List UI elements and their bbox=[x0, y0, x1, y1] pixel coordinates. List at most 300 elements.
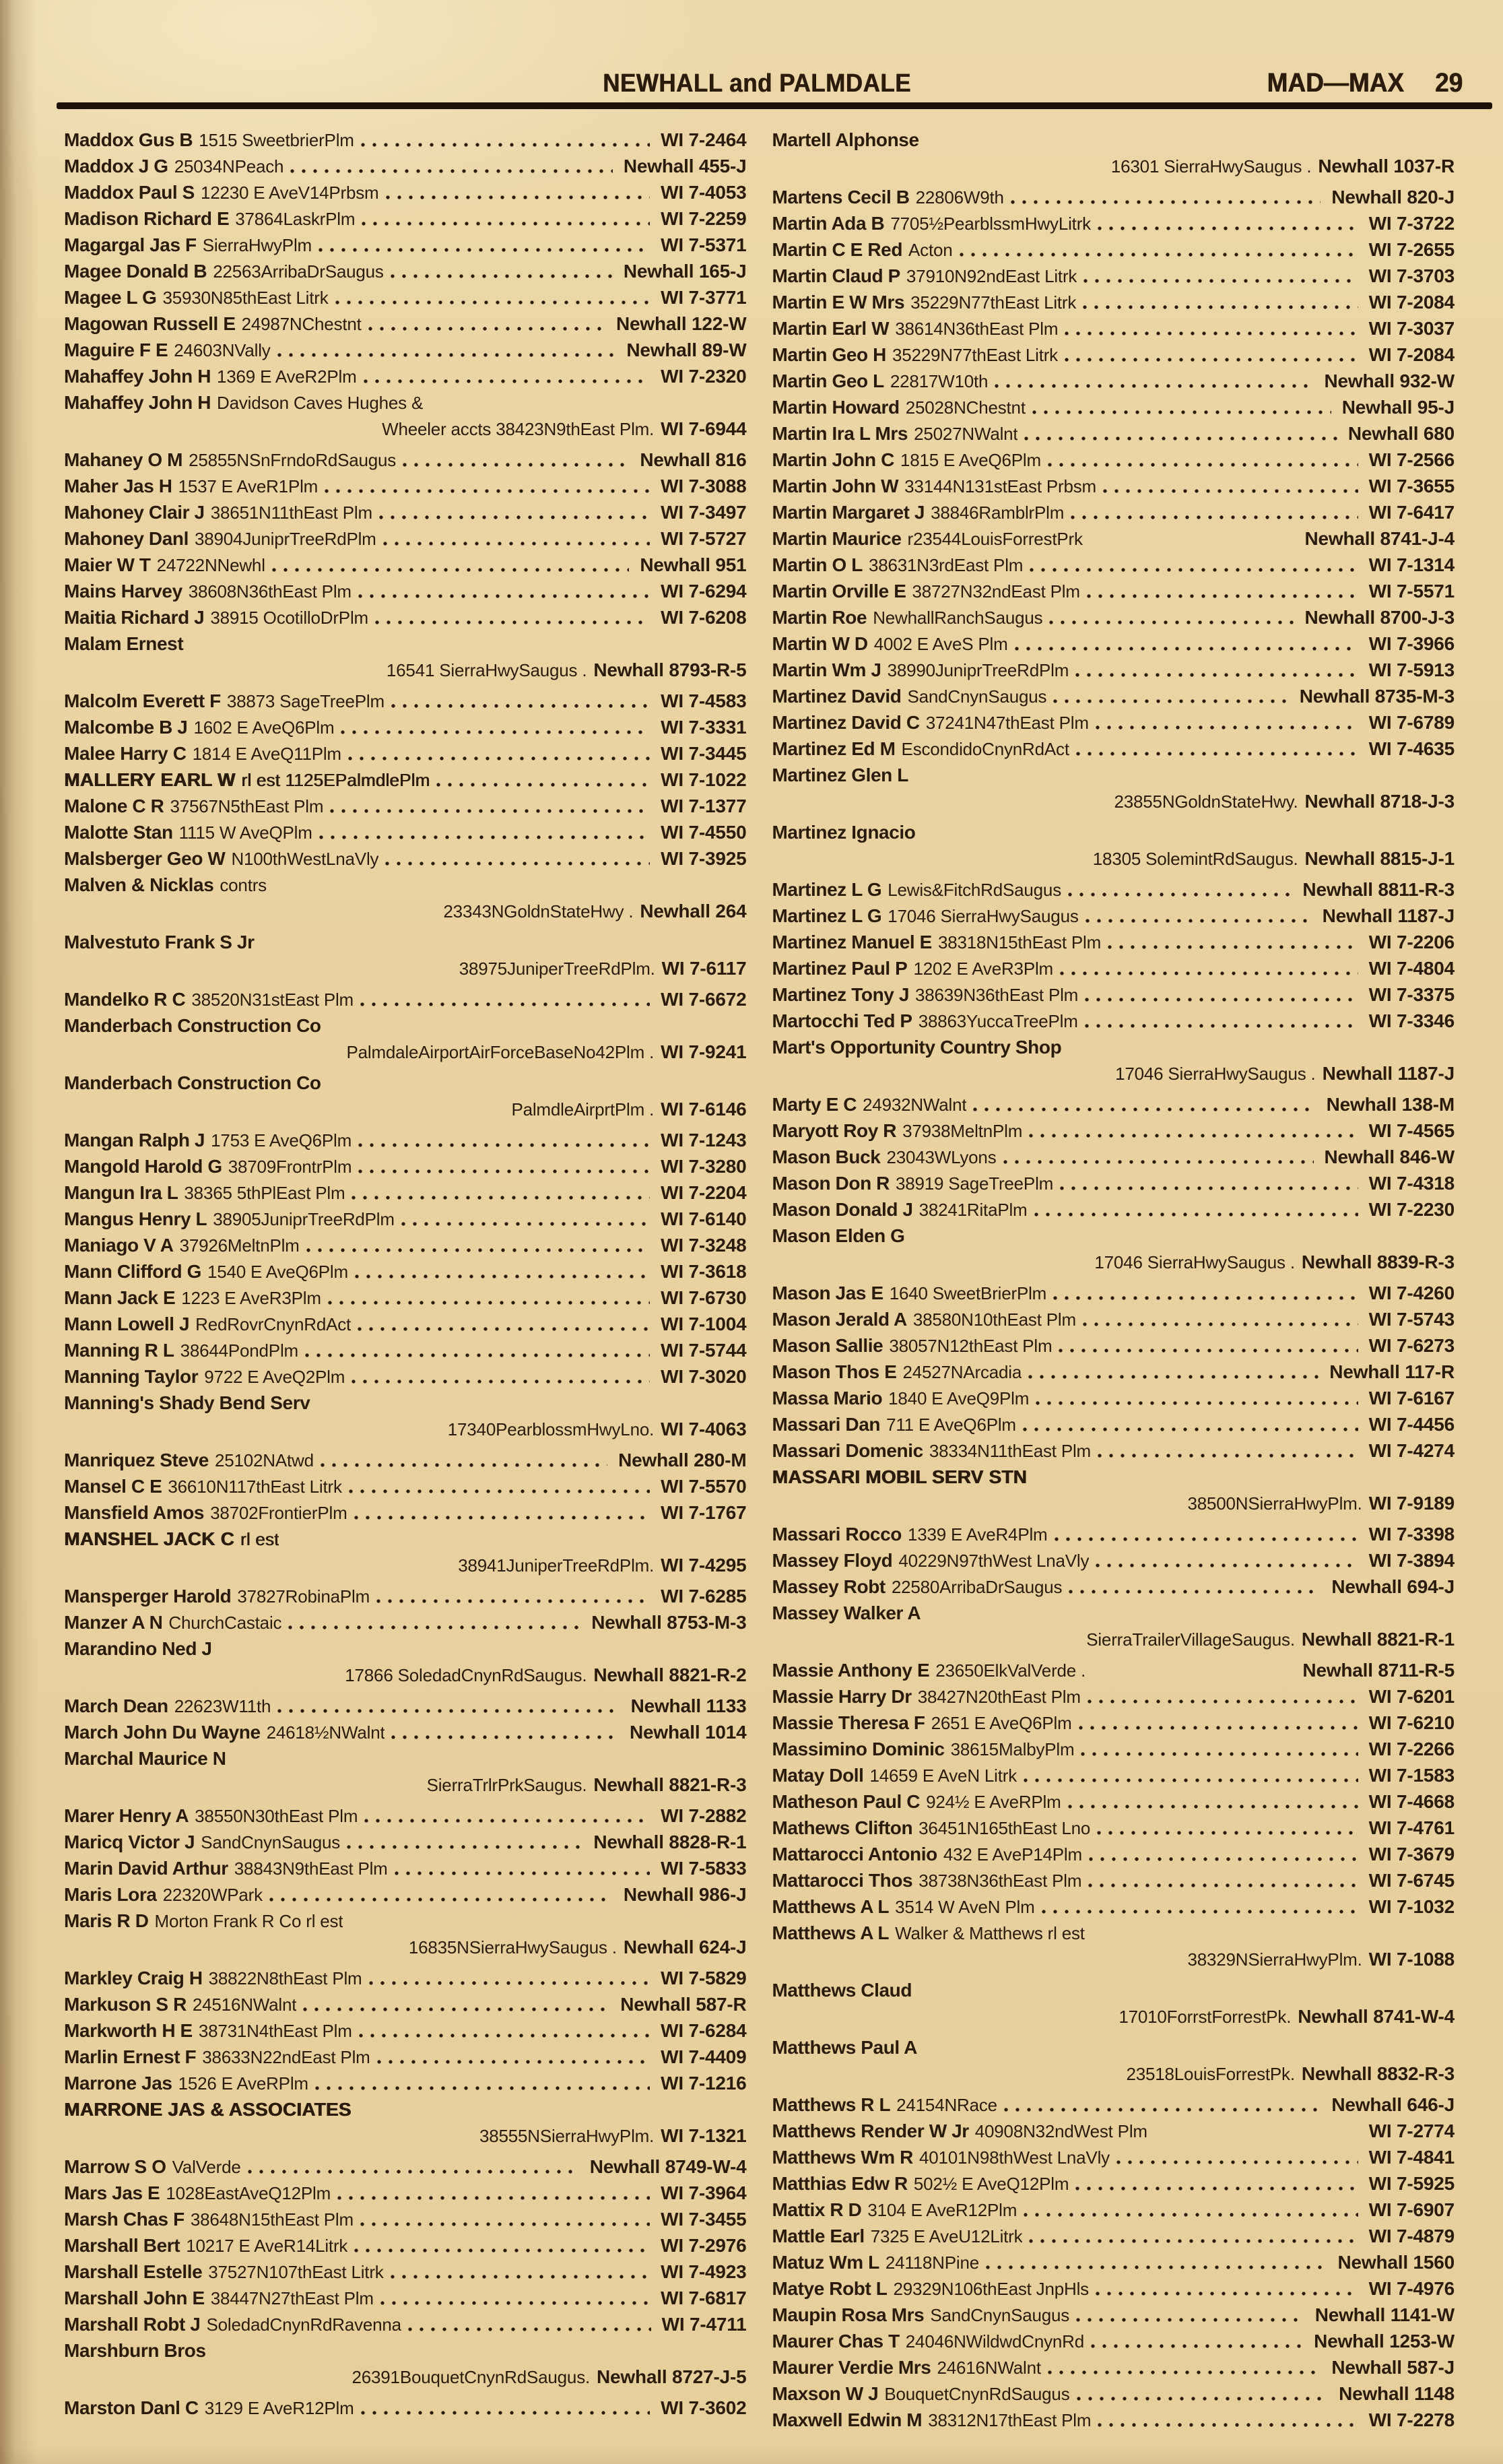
dot-leader bbox=[353, 1499, 653, 1526]
entry-name: Martin O L bbox=[772, 554, 863, 575]
dot-leader bbox=[1074, 657, 1360, 683]
entry-name: Martinez David bbox=[772, 686, 902, 707]
dot-leader bbox=[1096, 1815, 1360, 1841]
directory-entry bbox=[772, 2380, 1455, 2407]
directory-entry bbox=[772, 1841, 1455, 1867]
directory-entry bbox=[772, 236, 1455, 263]
entry-address: 37241N47thEast Plm bbox=[925, 713, 1089, 733]
dot-leader bbox=[276, 337, 619, 363]
entry-phone: Newhall 1148 bbox=[1339, 2383, 1455, 2404]
entry-address: 23043WLyons bbox=[886, 1147, 997, 1167]
directory-entry bbox=[64, 1693, 747, 1719]
entry-address: PalmdleAirprtPlm . bbox=[511, 1099, 655, 1120]
dot-leader bbox=[1046, 2354, 1324, 2380]
dot-leader bbox=[354, 1258, 653, 1285]
entry-phone: Newhall 820-J bbox=[1331, 187, 1455, 207]
directory-entry bbox=[772, 1034, 1455, 1060]
directory-entry bbox=[64, 127, 747, 153]
entry-continuation bbox=[64, 416, 747, 442]
entry-phone: WI 7-6417 bbox=[1368, 502, 1455, 523]
entry-name: Martocchi Ted P bbox=[772, 1010, 912, 1031]
entry-phone: Newhall 8815-J-1 bbox=[1304, 848, 1455, 869]
dot-leader bbox=[389, 2259, 653, 2285]
entry-phone: Newhall 932-W bbox=[1324, 370, 1455, 391]
entry-name: Maier W T bbox=[64, 554, 151, 575]
entry-name: Martinez Ed M bbox=[772, 738, 896, 759]
entry-name: Martinez Ignacio bbox=[772, 822, 916, 843]
entry-phone: Newhall 1133 bbox=[630, 1695, 747, 1716]
entry-name: Massey Walker A bbox=[772, 1602, 921, 1623]
entry-phone: Newhall 587-J bbox=[1331, 2357, 1455, 2378]
dot-leader bbox=[1067, 1574, 1323, 1600]
directory-entry bbox=[64, 284, 747, 311]
entry-name: Malvestuto Frank S Jr bbox=[64, 932, 255, 952]
entry-name: Mason Donald J bbox=[772, 1199, 913, 1220]
entry-phone: WI 7-1767 bbox=[661, 1502, 747, 1523]
entry-phone: Newhall 951 bbox=[640, 554, 747, 575]
entry-phone: WI 7-2464 bbox=[661, 129, 747, 150]
entry-phone: WI 7-6140 bbox=[661, 1208, 747, 1229]
directory-entry bbox=[772, 1008, 1455, 1034]
entry-continuation bbox=[772, 2061, 1455, 2087]
dot-leader bbox=[1034, 1385, 1360, 1411]
dot-leader bbox=[367, 311, 608, 337]
entry-address: 38648N15thEast Plm bbox=[190, 2209, 354, 2230]
directory-entry bbox=[772, 1574, 1455, 1600]
entry-name: Manning's Shady Bend Serv bbox=[64, 1392, 310, 1413]
entry-name: Mart's Opportunity Country Shop bbox=[772, 1037, 1062, 1058]
entry-address: 17046 SierraHwySaugus bbox=[888, 906, 1079, 926]
entry-phone: WI 7-3280 bbox=[661, 1156, 747, 1177]
entry-phone: Newhall 8793-R-5 bbox=[593, 659, 747, 680]
entry-address: 38555NSierraHwyPlm. bbox=[479, 2126, 655, 2146]
entry-name: Martin Roe bbox=[772, 607, 867, 628]
entry-address: 38651N11thEast Plm bbox=[210, 502, 372, 523]
entry-address: 23343NGoldnStateHwy . bbox=[443, 901, 634, 921]
entry-name: Manning Taylor bbox=[64, 1366, 199, 1387]
entry-name: MARRONE JAS & ASSOCIATES bbox=[64, 2099, 352, 2120]
entry-phone: WI 7-3771 bbox=[661, 287, 747, 308]
dot-leader bbox=[435, 767, 653, 793]
entry-name: Marsh Chas F bbox=[64, 2209, 185, 2230]
entry-name: Matthews Paul A bbox=[772, 2037, 917, 2058]
directory-entry bbox=[772, 630, 1455, 657]
entry-address: 1202 E AveR3Plm bbox=[913, 959, 1053, 979]
entry-name: Mansel C E bbox=[64, 1476, 162, 1497]
entry-address: 38500NSierraHwyPlm. bbox=[1187, 1493, 1362, 1514]
entry-phone: WI 7-2278 bbox=[1368, 2409, 1455, 2430]
entry-address: 22623W11th bbox=[174, 1696, 271, 1716]
dot-leader bbox=[1028, 2223, 1360, 2249]
entry-name: Mathews Clifton bbox=[772, 1817, 913, 1838]
entry-phone: WI 7-3497 bbox=[661, 502, 747, 523]
entry-phone: WI 7-3398 bbox=[1368, 1524, 1455, 1545]
entry-phone: WI 7-3618 bbox=[661, 1261, 747, 1282]
dot-leader bbox=[1088, 1841, 1361, 1867]
dot-leader bbox=[972, 1091, 1318, 1117]
directory-entry bbox=[64, 1803, 747, 1829]
dot-leader bbox=[1094, 709, 1361, 736]
entry-phone: Newhall 846-W bbox=[1324, 1146, 1455, 1167]
entry-address: RedRovrCnynRdAct bbox=[195, 1314, 352, 1334]
entry-address: SierraTrailerVillageSaugus. bbox=[1086, 1629, 1295, 1650]
entry-phone: WI 7-5743 bbox=[1368, 1309, 1455, 1330]
directory-entry bbox=[772, 657, 1455, 683]
directory-entry bbox=[772, 1600, 1455, 1626]
dot-leader bbox=[1057, 1332, 1360, 1359]
dot-leader bbox=[1094, 1547, 1360, 1574]
entry-address: 38990JuniprTreeRdPlm bbox=[887, 660, 1069, 680]
entry-address: 38941JuniperTreeRdPlm. bbox=[458, 1555, 655, 1576]
dot-leader bbox=[347, 1473, 653, 1499]
entry-phone: WI 7-2976 bbox=[661, 2235, 747, 2256]
entry-name: Madison Richard E bbox=[64, 208, 230, 229]
entry-phone: Newhall 8741-W-4 bbox=[1298, 2006, 1455, 2027]
entry-phone: Newhall 165-J bbox=[623, 261, 747, 282]
entry-phone: WI 7-3722 bbox=[1368, 213, 1455, 234]
entry-continuation bbox=[64, 1039, 747, 1065]
entry-name: Martinez Manuel E bbox=[772, 932, 932, 952]
entry-name: Maryott Roy R bbox=[772, 1120, 897, 1141]
entry-name: Magargal Jas F bbox=[64, 234, 197, 255]
entry-name: Marrow S O bbox=[64, 2156, 166, 2177]
entry-name: Martinez L G bbox=[772, 905, 882, 926]
directory-entry bbox=[772, 876, 1455, 903]
entry-phone: WI 7-2566 bbox=[1368, 449, 1455, 470]
entry-address: 38334N11thEast Plm bbox=[929, 1441, 1092, 1461]
entry-address: 37926MeltnPlm bbox=[179, 1235, 300, 1256]
entry-name: Martin Claud P bbox=[772, 265, 900, 286]
entry-phone: Newhall 1253-W bbox=[1314, 2331, 1455, 2352]
entry-name: Matthias Edw R bbox=[772, 2173, 908, 2194]
entry-address: 38241RitaPlm bbox=[918, 1200, 1028, 1220]
entry-phone: WI 7-3703 bbox=[1368, 265, 1455, 286]
entry-address: PalmdaleAirportAirForceBaseNo42Plm . bbox=[346, 1042, 655, 1062]
entry-phone: WI 7-3037 bbox=[1368, 318, 1455, 339]
directory-entry bbox=[772, 525, 1455, 552]
entry-continuation bbox=[772, 153, 1455, 179]
directory-entry bbox=[64, 688, 747, 714]
directory-entry bbox=[772, 1280, 1455, 1306]
directory-entry bbox=[772, 2197, 1455, 2223]
directory-entry bbox=[64, 1153, 747, 1179]
directory-entry bbox=[772, 2328, 1455, 2354]
entry-address: Wheeler accts 38423N9thEast Plm. bbox=[382, 419, 655, 439]
directory-entry bbox=[64, 1070, 747, 1096]
entry-phone: WI 7-1088 bbox=[1368, 1949, 1455, 1970]
directory-entry bbox=[64, 2259, 747, 2285]
entry-phone: WI 7-2320 bbox=[661, 366, 747, 387]
directory-entry bbox=[772, 955, 1455, 981]
entry-address: 35229N77thEast Litrk bbox=[892, 345, 1058, 365]
entry-address: 1815 E AveQ6Plm bbox=[900, 450, 1041, 470]
entry-address: 38822N8thEast Plm bbox=[208, 1968, 362, 1988]
dot-leader bbox=[1002, 1144, 1316, 1170]
entry-phone: WI 7-6208 bbox=[661, 607, 747, 628]
dot-leader bbox=[1115, 2144, 1361, 2170]
directory-entry bbox=[64, 1499, 747, 1526]
entry-phone: Newhall 8735-M-3 bbox=[1299, 686, 1455, 707]
entry-phone: Newhall 280-M bbox=[618, 1450, 747, 1470]
entry-phone: Newhall 122-W bbox=[616, 313, 747, 334]
entry-address: 924½ E AveRPlm bbox=[926, 1792, 1061, 1812]
entry-address: rl est bbox=[240, 1529, 279, 1549]
directory-entry bbox=[64, 1583, 747, 1609]
entry-phone: Newhall 8700-J-3 bbox=[1304, 607, 1455, 628]
entry-address: 16835NSierraHwySaugus . bbox=[408, 1937, 617, 1957]
entry-address: 22320WPark bbox=[162, 1885, 263, 1905]
entry-address: 24618½NWalnt bbox=[266, 1722, 385, 1743]
entry-phone: WI 7-4409 bbox=[661, 2046, 747, 2067]
dot-leader bbox=[318, 819, 653, 845]
directory-entry bbox=[772, 929, 1455, 955]
directory-entry bbox=[772, 368, 1455, 394]
directory-entry bbox=[64, 1991, 747, 2017]
entry-address: 24516NWalnt bbox=[192, 1995, 297, 2015]
dot-leader bbox=[302, 1991, 612, 2017]
dot-leader bbox=[334, 284, 653, 311]
directory-entry bbox=[772, 342, 1455, 368]
dot-leader bbox=[385, 179, 653, 205]
entry-phone: WI 7-4063 bbox=[661, 1419, 747, 1439]
dot-leader bbox=[1077, 1710, 1361, 1736]
entry-address: 25855NSnFrndoRdSaugus bbox=[189, 450, 397, 470]
entry-address: 40229N97thWest LnaVly bbox=[898, 1551, 1090, 1571]
entry-phone: WI 7-2204 bbox=[661, 1182, 747, 1203]
entry-name: MANSHEL JACK C bbox=[64, 1528, 234, 1549]
entry-phone: WI 7-2882 bbox=[661, 1805, 747, 1826]
directory-entry bbox=[64, 2285, 747, 2311]
directory-entry bbox=[64, 1855, 747, 1881]
dot-leader bbox=[401, 447, 632, 473]
directory-entry bbox=[772, 1521, 1455, 1547]
directory-entry bbox=[772, 1736, 1455, 1762]
directory-entry bbox=[64, 1311, 747, 1337]
entry-address: 7325 E AveU12Litrk bbox=[870, 2226, 1023, 2246]
entry-name: Mason Elden G bbox=[772, 1225, 905, 1246]
entry-address: Walker & Matthews rl est bbox=[895, 1923, 1085, 1943]
directory-entry bbox=[772, 1683, 1455, 1710]
directory-entry bbox=[772, 1144, 1455, 1170]
entry-address: 4002 E AveS Plm bbox=[873, 634, 1008, 654]
dot-leader bbox=[1102, 473, 1361, 499]
dot-leader bbox=[1084, 903, 1314, 929]
entry-name: Mason Jerald A bbox=[772, 1309, 907, 1330]
entry-name: Maher Jas H bbox=[64, 476, 172, 496]
entry-phone: WI 7-1583 bbox=[1368, 1765, 1455, 1786]
directory-entry bbox=[772, 1547, 1455, 1574]
entry-phone: Newhall 264 bbox=[640, 901, 747, 921]
entry-name: Mann Jack E bbox=[64, 1287, 176, 1308]
dot-leader bbox=[400, 1206, 653, 1232]
dot-leader bbox=[1033, 1196, 1361, 1223]
entry-address: 38580N10thEast Plm bbox=[912, 1309, 1076, 1330]
dot-leader bbox=[1083, 981, 1361, 1008]
entry-phone: Newhall 95-J bbox=[1341, 397, 1455, 418]
entry-continuation bbox=[772, 1060, 1455, 1087]
directory-entry bbox=[64, 1609, 747, 1635]
dot-leader bbox=[1096, 210, 1361, 236]
entry-address: 25028NChestnt bbox=[905, 397, 1026, 418]
dot-leader bbox=[362, 363, 653, 389]
entry-name: Mangus Henry L bbox=[64, 1208, 207, 1229]
entry-phone: WI 7-6146 bbox=[661, 1099, 747, 1120]
dot-leader bbox=[1106, 929, 1361, 955]
entry-continuation bbox=[64, 898, 747, 924]
entry-continuation bbox=[64, 2122, 747, 2149]
entry-phone: WI 7-6117 bbox=[661, 958, 747, 979]
entry-phone: WI 7-4260 bbox=[1368, 1283, 1455, 1303]
directory-entry bbox=[64, 232, 747, 258]
dot-leader bbox=[350, 1179, 653, 1206]
dot-leader bbox=[374, 604, 653, 630]
entry-phone: WI 7-4804 bbox=[1368, 958, 1455, 979]
entry-name: Martin Margaret J bbox=[772, 502, 925, 523]
directory-entry bbox=[64, 205, 747, 232]
entry-name: Marin David Arthur bbox=[64, 1858, 228, 1879]
entry-address: Davidson Caves Hughes & bbox=[217, 393, 424, 413]
entry-name: March John Du Wayne bbox=[64, 1722, 261, 1743]
entry-name: Massey Floyd bbox=[772, 1550, 893, 1571]
directory-entry bbox=[772, 2223, 1455, 2249]
entry-name: Maguire F E bbox=[64, 339, 168, 360]
directory-entry bbox=[64, 2395, 747, 2421]
entry-address: 38709FrontrPlm bbox=[228, 1157, 352, 1177]
directory-entry bbox=[64, 2044, 747, 2070]
dot-leader bbox=[319, 1447, 610, 1473]
entry-address: 38644PondPlm bbox=[180, 1340, 298, 1361]
entry-phone: Newhall 138-M bbox=[1326, 1094, 1455, 1115]
entry-address: EscondidoCnynRdAct bbox=[901, 739, 1069, 759]
dot-leader bbox=[246, 2153, 582, 2180]
directory-entry bbox=[64, 2070, 747, 2096]
dot-leader bbox=[1069, 499, 1360, 525]
directory-entry bbox=[772, 604, 1455, 630]
entry-continuation bbox=[772, 2003, 1455, 2030]
dot-leader bbox=[359, 2206, 653, 2232]
entry-name: Martin Orville E bbox=[772, 581, 906, 602]
directory-column-left bbox=[64, 127, 747, 2433]
entry-continuation bbox=[772, 788, 1455, 814]
entry-phone: WI 7-4761 bbox=[1368, 1817, 1455, 1838]
directory-entry bbox=[772, 2354, 1455, 2380]
entry-phone: Newhall 1187-J bbox=[1322, 905, 1455, 926]
entry-name: Mahaffey John H bbox=[64, 366, 211, 387]
directory-entry bbox=[772, 1788, 1455, 1815]
directory-entry bbox=[772, 1657, 1455, 1683]
entry-name: Mattarocci Thos bbox=[772, 1870, 913, 1891]
dot-leader bbox=[1023, 420, 1339, 447]
entry-address: 14659 E AveN Litrk bbox=[869, 1765, 1017, 1786]
entry-address: 1515 SweetbrierPlm bbox=[199, 130, 354, 150]
entry-name: Massari Rocco bbox=[772, 1524, 902, 1545]
directory-entry bbox=[772, 127, 1455, 153]
entry-phone: WI 7-6167 bbox=[1368, 1388, 1455, 1408]
entry-phone: WI 7-4456 bbox=[1368, 1414, 1455, 1435]
entry-address: 17046 SierraHwySaugus . bbox=[1094, 1252, 1295, 1272]
entry-phone: Newhall 8828-R-1 bbox=[593, 1831, 747, 1852]
entry-address: 25102NAtwd bbox=[214, 1450, 314, 1470]
directory-entry bbox=[772, 1710, 1455, 1736]
entry-phone: WI 7-3925 bbox=[661, 848, 747, 869]
entry-address: 1602 E AveQ6Plm bbox=[193, 717, 335, 738]
dot-leader bbox=[347, 740, 653, 767]
directory-entry bbox=[64, 929, 747, 955]
directory-entry bbox=[772, 1359, 1455, 1385]
entry-address: 38318N15thEast Plm bbox=[937, 932, 1102, 952]
entry-phone: Newhall 8727-J-5 bbox=[597, 2366, 747, 2387]
entry-phone: WI 7-5371 bbox=[661, 234, 747, 255]
entry-address: 24603NVally bbox=[174, 340, 271, 360]
directory-entry bbox=[772, 1170, 1455, 1196]
entry-phone: WI 7-9189 bbox=[1368, 1493, 1455, 1514]
entry-address: 24616NWalnt bbox=[937, 2358, 1041, 2378]
dot-leader bbox=[1048, 604, 1296, 630]
entry-phone: WI 7-1022 bbox=[661, 769, 747, 790]
entry-phone: WI 7-4976 bbox=[1368, 2278, 1455, 2299]
entry-continuation bbox=[64, 657, 747, 683]
entry-phone: WI 7-5833 bbox=[661, 1858, 747, 1879]
entry-phone: WI 7-2230 bbox=[1368, 1199, 1455, 1220]
entry-name: Malsberger Geo W bbox=[64, 848, 226, 869]
dot-leader bbox=[1067, 1788, 1361, 1815]
dot-leader bbox=[1013, 630, 1361, 657]
dot-leader bbox=[1096, 1437, 1361, 1464]
entry-phone: Newhall 680 bbox=[1347, 423, 1455, 444]
entry-phone: WI 7-2084 bbox=[1368, 344, 1455, 365]
entry-address: 38873 SageTreePlm bbox=[226, 691, 385, 711]
entry-name: Martin Maurice bbox=[772, 528, 902, 549]
entry-name: Mangan Ralph J bbox=[64, 1130, 205, 1150]
entry-address: 38615MalbyPlm bbox=[950, 1739, 1075, 1759]
directory-entry bbox=[64, 1908, 747, 1934]
entry-address: 22806W9th bbox=[915, 187, 1004, 207]
entry-name: Magowan Russell E bbox=[64, 313, 236, 334]
dot-leader bbox=[360, 205, 653, 232]
entry-address: 23855NGoldnStateHwy. bbox=[1114, 791, 1298, 812]
entry-name: Mattle Earl bbox=[772, 2226, 865, 2246]
entry-address: 502½ E AveQ12Plm bbox=[913, 2174, 1069, 2194]
directory-entry bbox=[64, 389, 747, 416]
directory-entry bbox=[64, 1337, 747, 1363]
entry-name: Magee L G bbox=[64, 287, 157, 308]
entry-address: 37910N92ndEast Litrk bbox=[906, 266, 1077, 286]
entry-name: Martinez Glen L bbox=[772, 765, 908, 785]
directory-entry bbox=[64, 578, 747, 604]
entry-address: 38731N4thEast Plm bbox=[198, 2021, 352, 2041]
entry-name: Manning R L bbox=[64, 1340, 174, 1361]
dot-leader bbox=[1081, 289, 1360, 315]
entry-address: 12230 E AveV14Prbsm bbox=[200, 183, 379, 203]
directory-entry bbox=[772, 903, 1455, 929]
entry-phone: Newhall 1560 bbox=[1337, 2252, 1455, 2273]
directory-entry bbox=[64, 2180, 747, 2206]
entry-address: 38550N30thEast Plm bbox=[195, 1806, 358, 1826]
directory-entry bbox=[64, 1829, 747, 1855]
entry-name: Massie Harry Dr bbox=[772, 1686, 912, 1707]
entry-name: Marshall John E bbox=[64, 2288, 205, 2308]
entry-address: 38702FrontierPlm bbox=[210, 1503, 347, 1523]
dot-leader bbox=[353, 2232, 653, 2259]
directory-entry bbox=[64, 447, 747, 473]
dot-leader bbox=[1022, 1762, 1361, 1788]
header-divider bbox=[57, 102, 1492, 109]
directory-entry bbox=[772, 2144, 1455, 2170]
entry-continuation bbox=[772, 1626, 1455, 1652]
entry-phone: WI 7-6284 bbox=[661, 2020, 747, 2041]
entry-name: Marlin Ernest F bbox=[64, 2046, 197, 2067]
entry-name: Massimino Dominic bbox=[772, 1739, 945, 1759]
